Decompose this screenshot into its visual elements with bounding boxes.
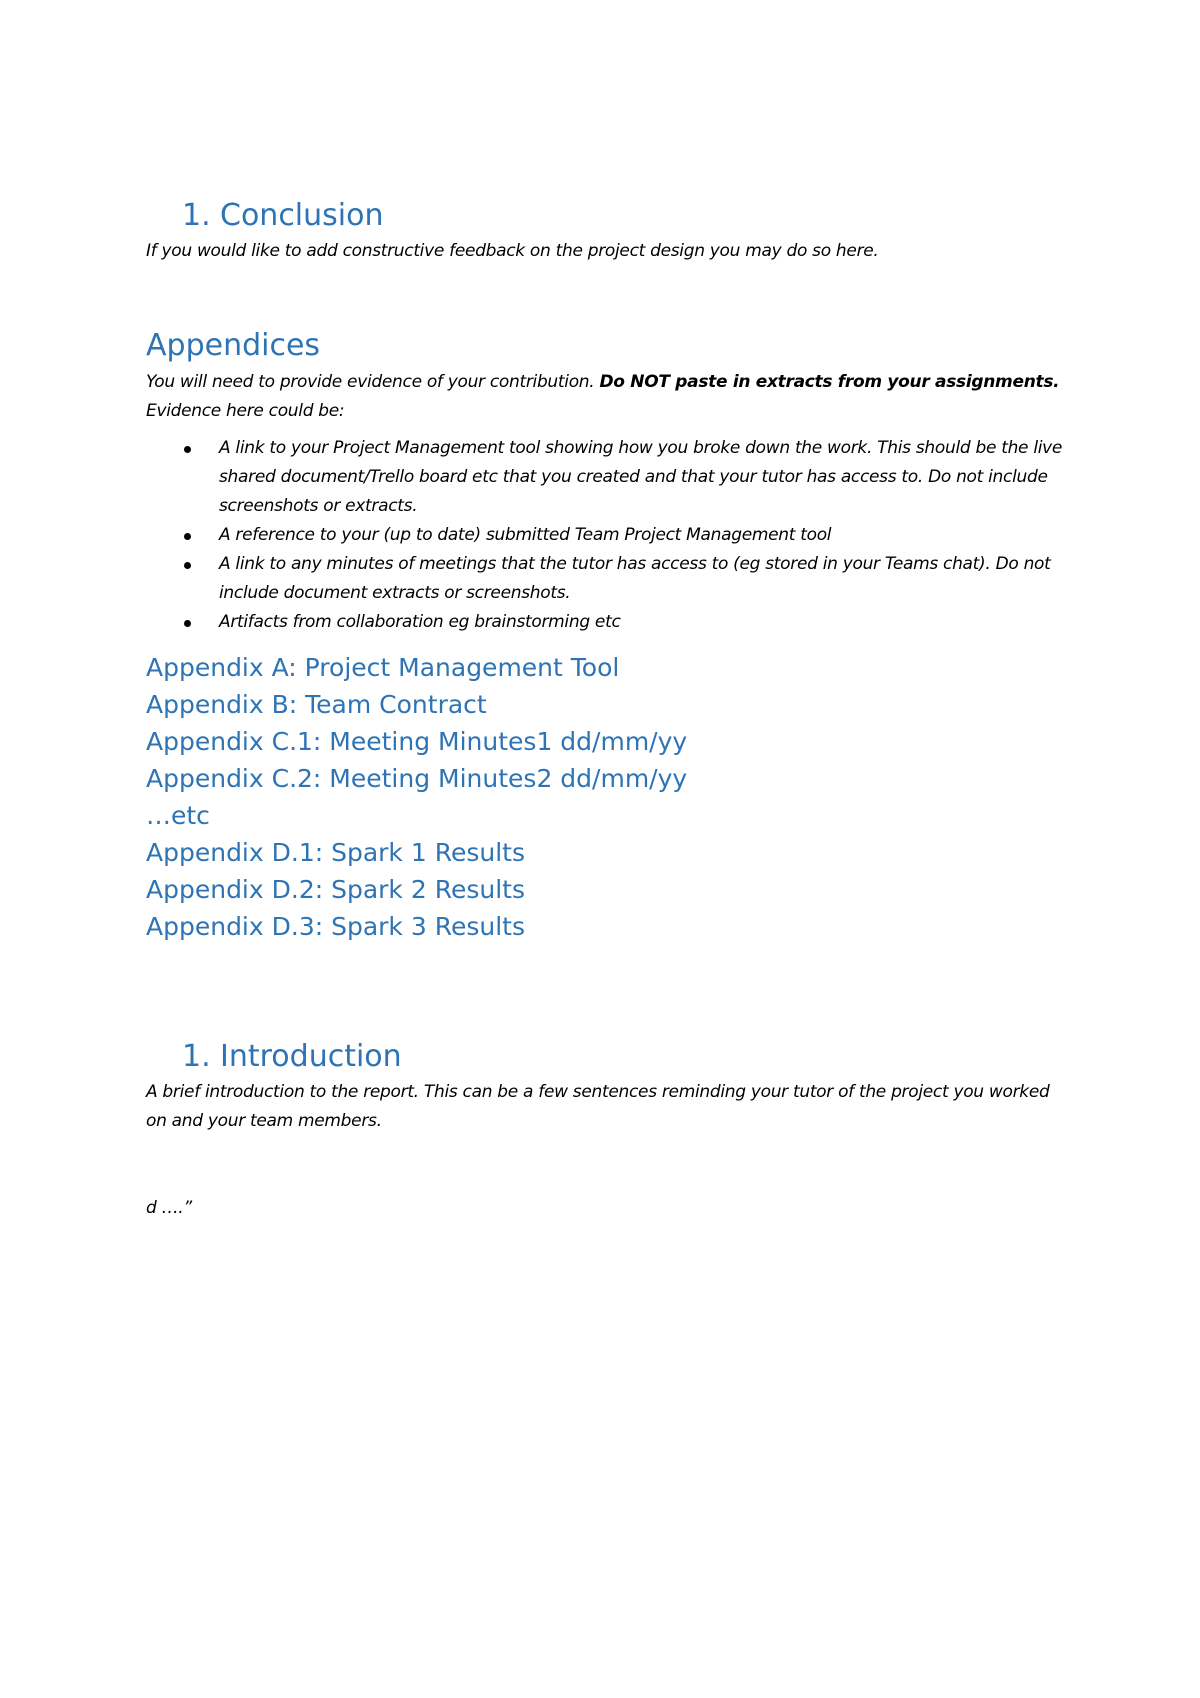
introduction-title: Introduction [220, 1039, 402, 1074]
appendix-b-heading: Appendix B: Team Contract [146, 690, 487, 719]
appendices-intro-bold: Do NOT paste in extracts from your assignments. [599, 372, 1060, 392]
introduction-heading [146, 1037, 1066, 1077]
evidence-bullet-list [146, 434, 1066, 637]
appendices-intro-part1: You will need to provide evidence of your contribution. [146, 372, 600, 392]
bullet-icon [184, 533, 191, 540]
conclusion-heading [146, 196, 1066, 236]
trailing-text: d ….” [146, 1198, 192, 1218]
appendix-d2-heading: Appendix D.2: Spark 2 Results [146, 875, 525, 904]
introduction-text: A brief introduction to the report. This can be a few sentences reminding your tutor of the project you worked on and your team members. [146, 1082, 1050, 1131]
appendix-list [146, 649, 1066, 945]
appendix-c2-heading: Appendix C.2: Meeting Minutes2 dd/mm/yy [146, 764, 688, 793]
appendices-heading: Appendices [146, 328, 321, 363]
appendix-c1-heading: Appendix C.1: Meeting Minutes1 dd/mm/yy [146, 727, 688, 756]
list-item: A reference to your (up to date) submitted Team Project Management tool [146, 521, 1066, 550]
introduction-number: 1. [182, 1039, 211, 1074]
appendix-d3-heading: Appendix D.3: Spark 3 Results [146, 912, 525, 941]
document-content [146, 196, 1066, 1223]
conclusion-title: Conclusion [220, 198, 384, 233]
appendix-a-heading: Appendix A: Project Management Tool [146, 653, 620, 682]
conclusion-text: If you would like to add constructive feedback on the project design you may do so here. [146, 241, 879, 261]
bullet-icon [184, 446, 191, 453]
bullet-icon [184, 620, 191, 627]
list-item: A link to any minutes of meetings that the tutor has access to (eg stored in your Teams chat). Do not include document extracts or screenshots. [146, 550, 1066, 608]
bullet-icon [184, 562, 191, 569]
appendices-intro-part2: Evidence here could be: [146, 401, 345, 421]
appendices-intro [146, 368, 1066, 426]
conclusion-number: 1. [182, 198, 211, 233]
list-item: Artifacts from collaboration eg brainstorming etc [146, 608, 1066, 637]
list-item: A link to your Project Management tool showing how you broke down the work. This should be the live shared document/Trello board etc that you created and that your tutor has access to. Do not include screenshots or extracts. [146, 434, 1066, 521]
appendix-d1-heading: Appendix D.1: Spark 1 Results [146, 838, 525, 867]
appendix-etc-heading: …etc [146, 801, 210, 830]
